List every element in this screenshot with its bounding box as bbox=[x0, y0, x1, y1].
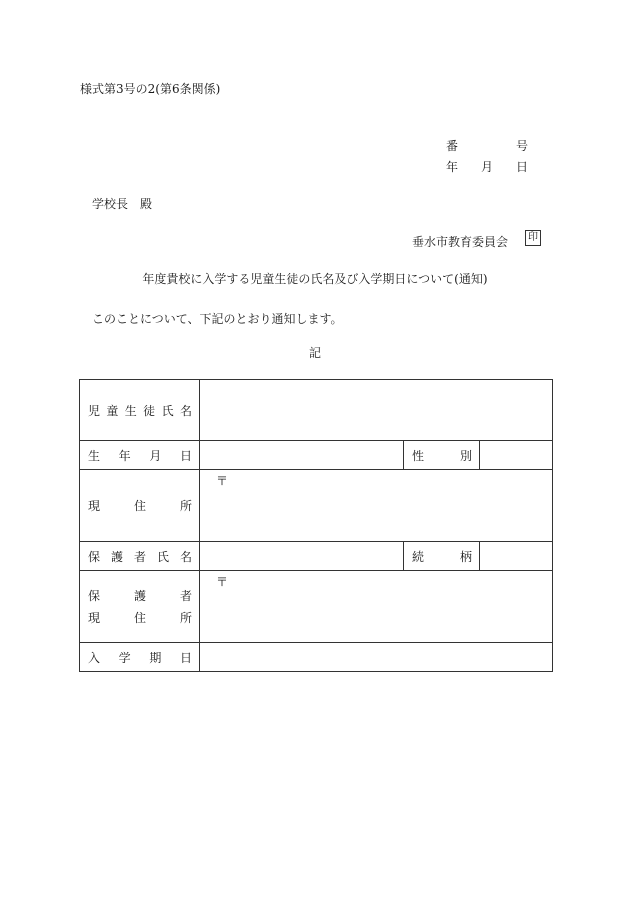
number-row bbox=[446, 137, 528, 154]
issuer-name: 垂水市教育委員会 bbox=[412, 235, 509, 249]
label-char: 生 bbox=[88, 448, 101, 463]
form-code: 様式第3号の2(第6条関係) bbox=[80, 82, 221, 96]
address-label bbox=[80, 470, 200, 542]
label-char: 保 bbox=[88, 549, 101, 564]
label-char: 現 bbox=[88, 499, 101, 513]
label-char: 徒 bbox=[143, 403, 156, 418]
addressee bbox=[92, 195, 152, 212]
addressee-honorific: 殿 bbox=[140, 197, 153, 211]
guardian-address-label bbox=[80, 571, 200, 643]
date-row bbox=[446, 158, 528, 175]
label-char: 学 bbox=[118, 650, 131, 665]
ki-heading: 記 bbox=[308, 346, 321, 360]
label-char: 氏 bbox=[161, 403, 174, 418]
label-char: 名 bbox=[179, 403, 192, 418]
seal-mark: 印 bbox=[525, 230, 541, 246]
table-row bbox=[80, 380, 553, 441]
label-char: 日 bbox=[179, 448, 192, 463]
label-char: 柄 bbox=[459, 549, 472, 564]
entry-date-field[interactable] bbox=[200, 643, 553, 672]
label-char: 住 bbox=[133, 499, 146, 513]
label-char: 期 bbox=[149, 650, 162, 665]
label-char: 者 bbox=[179, 588, 192, 603]
year-char: 年 bbox=[446, 160, 459, 174]
number-char: 番 bbox=[446, 139, 459, 153]
relationship-field[interactable] bbox=[480, 542, 553, 571]
label-char: 月 bbox=[149, 448, 162, 463]
birthdate-label bbox=[80, 441, 200, 470]
label-char: 所 bbox=[179, 499, 192, 513]
label-char: 続 bbox=[412, 549, 425, 564]
table-row bbox=[80, 571, 553, 643]
guardian-name-field[interactable] bbox=[200, 542, 404, 571]
relationship-label bbox=[404, 542, 480, 571]
label-char: 入 bbox=[88, 650, 101, 665]
postal-mark: 〒 bbox=[216, 474, 229, 488]
addressee-char: 校 bbox=[104, 197, 117, 211]
label-char: 住 bbox=[133, 610, 146, 625]
table-row bbox=[80, 643, 553, 672]
label-char: 者 bbox=[133, 549, 146, 564]
postal-mark: 〒 bbox=[216, 575, 229, 589]
address-field[interactable] bbox=[200, 470, 553, 542]
table-row bbox=[80, 441, 553, 470]
label-char: 現 bbox=[88, 610, 101, 625]
table-row bbox=[80, 542, 553, 571]
entry-date-label bbox=[80, 643, 200, 672]
label-char: 日 bbox=[179, 650, 192, 665]
label-char: 性 bbox=[412, 448, 425, 463]
table-row bbox=[80, 470, 553, 542]
label-char: 護 bbox=[133, 588, 146, 603]
label-char: 氏 bbox=[156, 549, 169, 564]
label-char: 年 bbox=[118, 448, 131, 463]
label-char: 所 bbox=[179, 610, 192, 625]
body-text: このことについて、下記のとおり通知します。 bbox=[92, 312, 343, 326]
label-char: 別 bbox=[459, 448, 472, 463]
document-title: 年度貴校に入学する児童生徒の氏名及び入学期日について(通知) bbox=[142, 272, 488, 286]
addressee-char: 長 bbox=[116, 197, 129, 211]
birthdate-field[interactable] bbox=[200, 441, 404, 470]
month-char: 月 bbox=[480, 160, 493, 174]
number-suffix: 号 bbox=[515, 139, 528, 153]
label-char: 名 bbox=[179, 549, 192, 564]
label-char: 護 bbox=[110, 549, 123, 564]
student-name-field[interactable] bbox=[200, 380, 553, 441]
guardian-address-field[interactable] bbox=[200, 571, 553, 643]
label-char: 童 bbox=[106, 403, 119, 418]
label-char: 保 bbox=[88, 588, 101, 603]
gender-field[interactable] bbox=[480, 441, 553, 470]
label-char: 児 bbox=[88, 403, 101, 418]
label-char: 生 bbox=[124, 403, 137, 418]
guardian-name-label bbox=[80, 542, 200, 571]
detail-table bbox=[79, 379, 553, 672]
day-char: 日 bbox=[515, 160, 528, 174]
student-name-label bbox=[80, 380, 200, 441]
addressee-char: 学 bbox=[92, 197, 105, 211]
gender-label bbox=[404, 441, 480, 470]
